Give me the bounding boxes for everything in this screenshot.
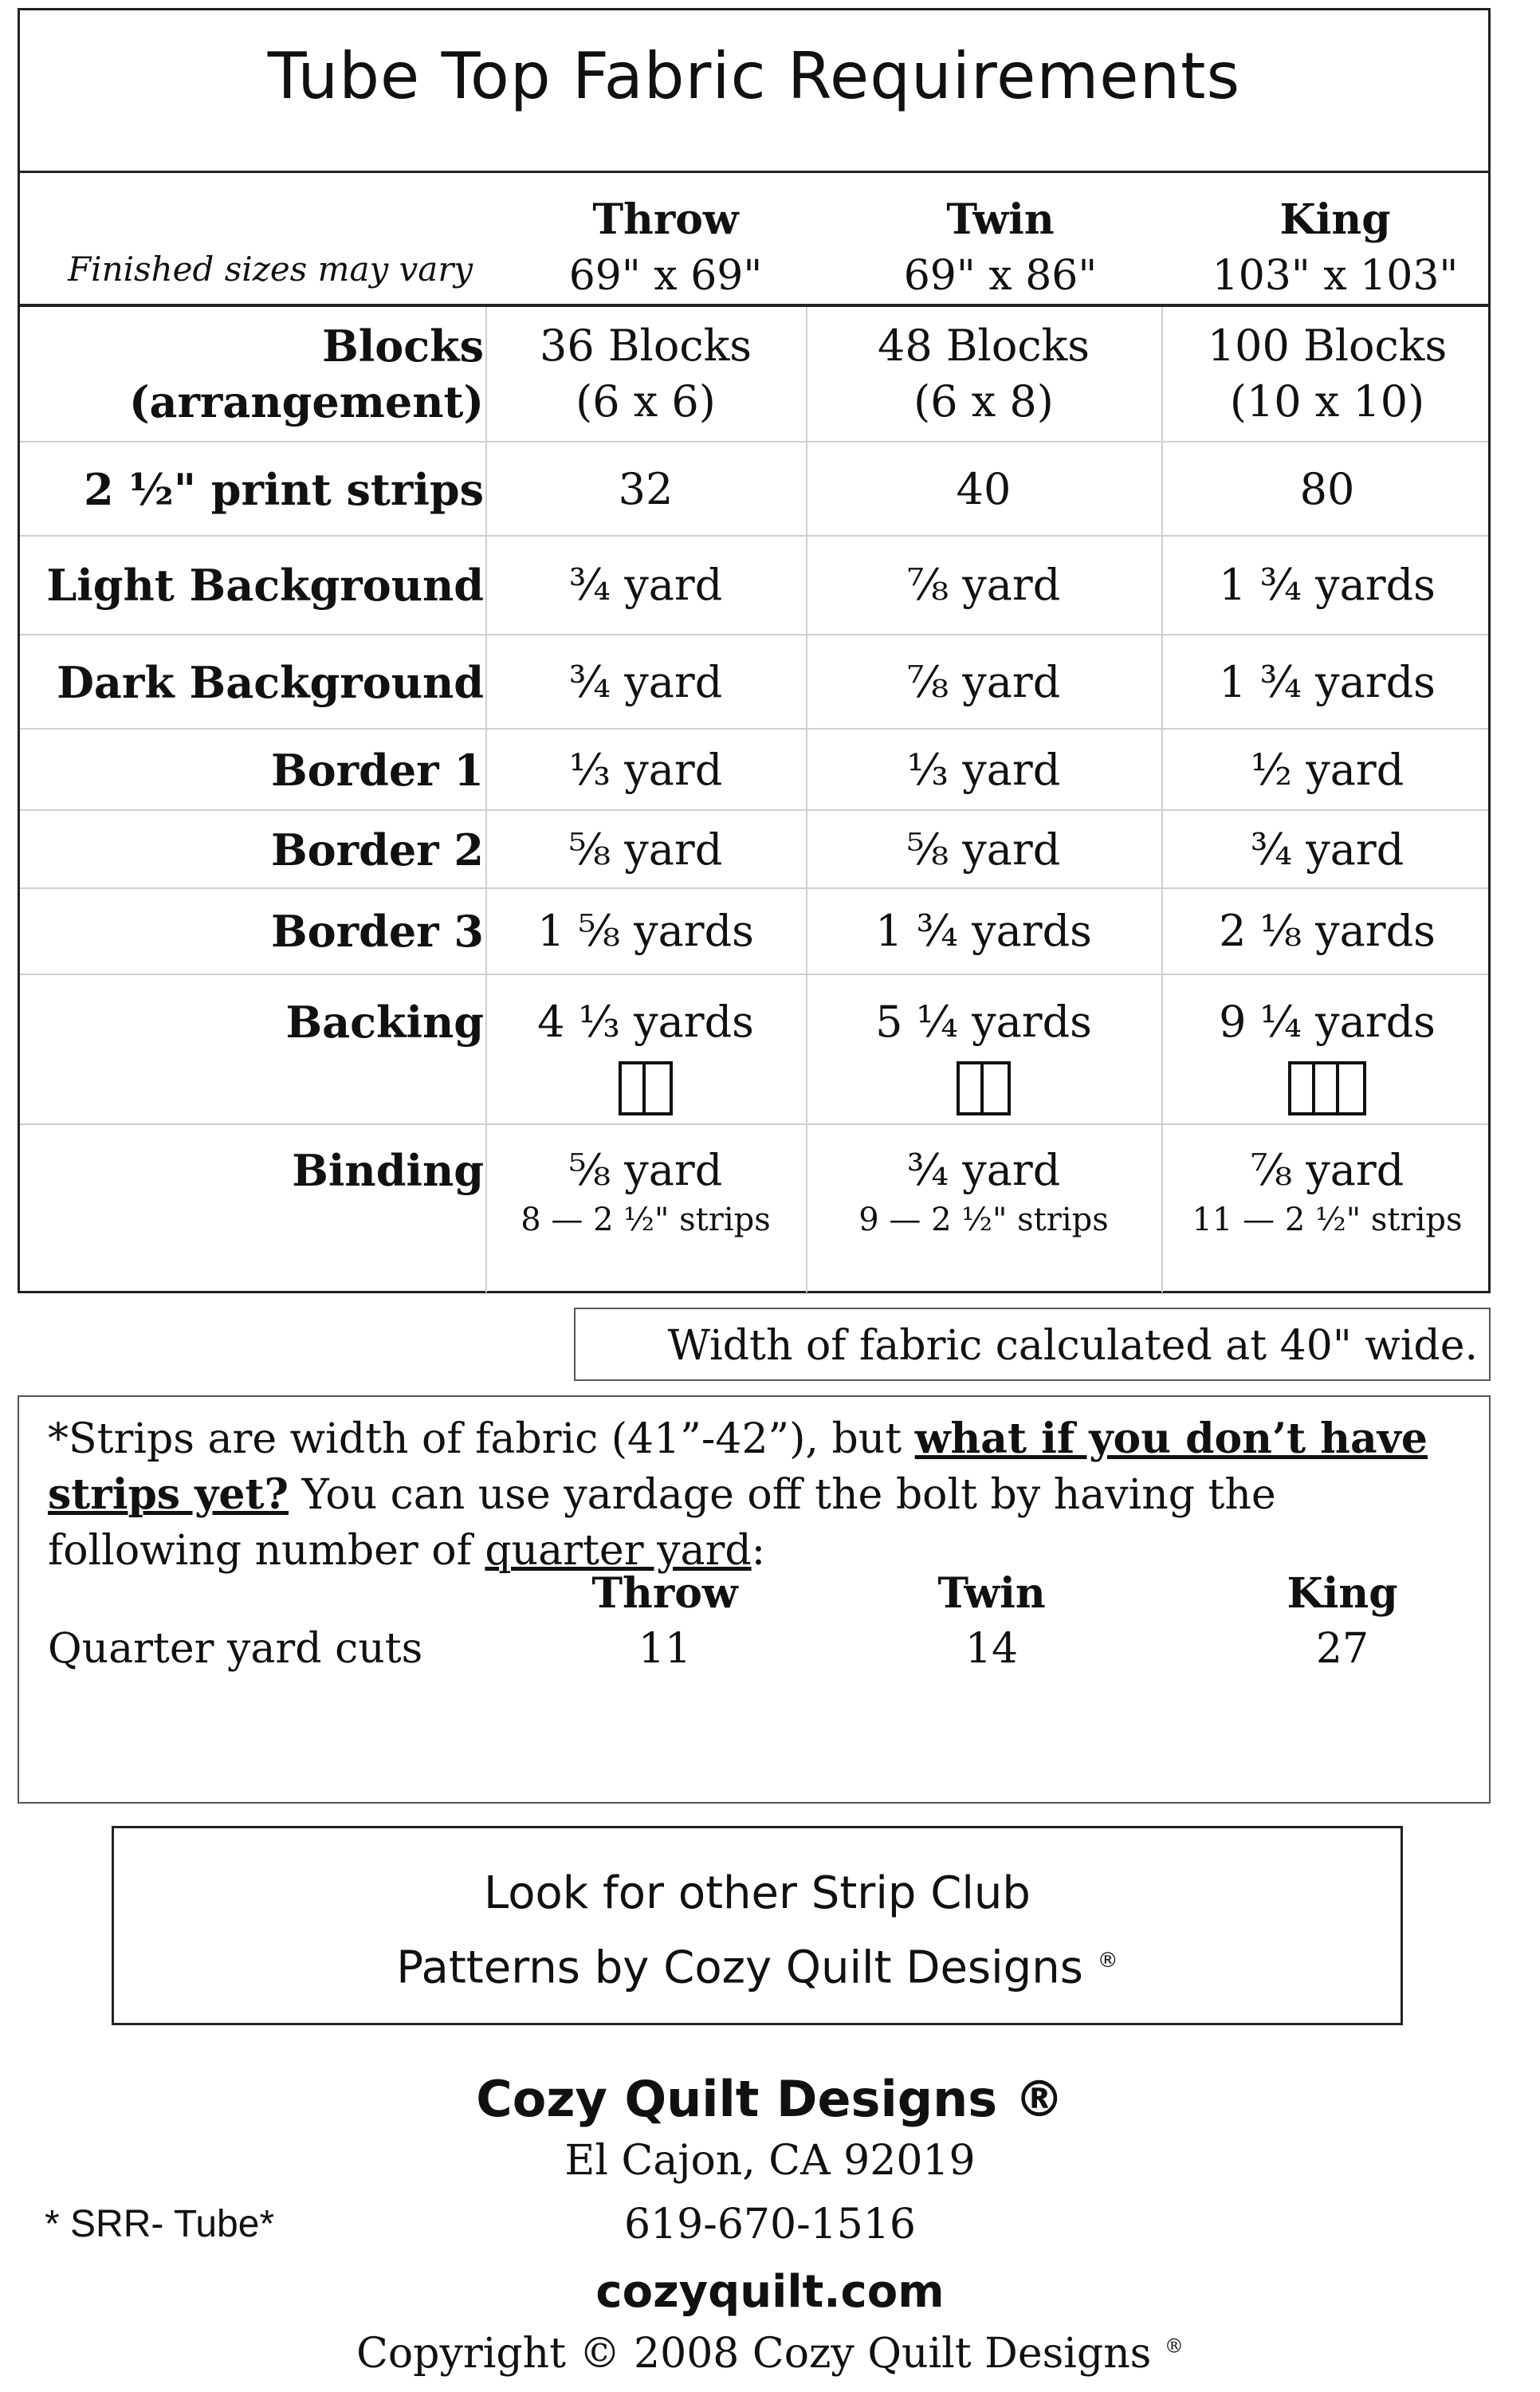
table-cell: ¾ yard bbox=[1250, 824, 1404, 875]
column-size: 69" x 69" bbox=[568, 252, 763, 300]
table-cell bbox=[485, 994, 806, 1126]
cell-value: ⅝ yard bbox=[568, 1145, 723, 1195]
look-for-line: Patterns by Cozy Quilt Designs bbox=[396, 1942, 1083, 1994]
column-name: King bbox=[1279, 195, 1391, 244]
table-cell: ⅞ yard bbox=[906, 657, 1061, 707]
strips-note-text: You can use yardage off the bolt by having the following number of bbox=[48, 1471, 1276, 1575]
row-label-border-1: Border 1 bbox=[270, 745, 484, 796]
cell-value: (6 x 6) bbox=[576, 376, 716, 427]
row-label-line: (arrangement) bbox=[128, 376, 484, 427]
cell-subvalue: 9 — 2 ½" strips bbox=[858, 1202, 1109, 1238]
table-cell: ⅓ yard bbox=[906, 745, 1061, 795]
table-cell: 1 ¾ yards bbox=[875, 906, 1092, 956]
cell-value: 100 Blocks bbox=[1207, 321, 1448, 371]
page-title: Tube Top Fabric Requirements bbox=[267, 39, 1241, 113]
cell-value: ¾ yard bbox=[906, 1145, 1061, 1195]
strips-note-box bbox=[18, 1395, 1491, 1804]
look-for-text bbox=[114, 1860, 1401, 2002]
cell-value: 4 ⅓ yards bbox=[537, 997, 754, 1047]
header-divider bbox=[20, 304, 1488, 307]
cell-value: ⅞ yard bbox=[1250, 1145, 1404, 1195]
table-cell: 2 ⅛ yards bbox=[1219, 906, 1436, 956]
table-cell: ⅝ yard bbox=[906, 824, 1061, 875]
width-of-fabric-note-box bbox=[574, 1308, 1491, 1381]
registered-mark: ® bbox=[1097, 1949, 1118, 1973]
table-cell bbox=[485, 1143, 806, 1241]
strips-note-emphasis: what if you don’t have strips yet? bbox=[48, 1414, 1428, 1519]
footer-company: Cozy Quilt Designs ® bbox=[476, 2070, 1064, 2128]
cell-subvalue: 11 — 2 ½" strips bbox=[1192, 1202, 1463, 1238]
table-cell bbox=[806, 318, 1161, 430]
table-cell bbox=[485, 318, 806, 430]
row-divider bbox=[20, 809, 1488, 811]
row-label-light-background: Light Background bbox=[46, 560, 484, 611]
strips-note-text: : bbox=[751, 1527, 766, 1575]
cell-value: (6 x 8) bbox=[913, 376, 1054, 427]
strips-note bbox=[48, 1411, 1467, 1579]
row-label-line: Blocks bbox=[322, 321, 484, 372]
quarter-yard-header-king: King bbox=[1287, 1569, 1398, 1618]
cell-value: 9 ¼ yards bbox=[1219, 997, 1436, 1047]
table-cell bbox=[1161, 994, 1493, 1126]
column-name: Throw bbox=[592, 195, 739, 244]
backing-panels-icon bbox=[957, 1061, 1011, 1115]
row-label-print-strips: 2 ½" print strips bbox=[84, 464, 484, 515]
quarter-yard-value-throw: 11 bbox=[638, 1625, 692, 1673]
backing-panels-icon bbox=[1288, 1061, 1366, 1115]
strips-note-underlined: quarter yard bbox=[485, 1527, 752, 1575]
backing-panels-icon bbox=[619, 1061, 673, 1115]
column-header-throw bbox=[506, 192, 825, 304]
row-label-dark-background: Dark Background bbox=[57, 657, 484, 708]
table-cell: ¾ yard bbox=[568, 560, 723, 610]
quarter-yard-header-throw: Throw bbox=[591, 1569, 738, 1618]
column-name: Twin bbox=[946, 195, 1055, 244]
table-cell: 1 ¾ yards bbox=[1219, 657, 1436, 707]
footer-phone: 619-670-1516 bbox=[624, 2201, 916, 2248]
table-cell: 32 bbox=[618, 464, 674, 514]
table-cell: 1 ¾ yards bbox=[1219, 560, 1436, 610]
footer-copyright: Copyright © 2008 Cozy Quilt Designs bbox=[356, 2330, 1152, 2378]
row-label-border-3: Border 3 bbox=[270, 906, 484, 957]
column-size: 103" x 103" bbox=[1212, 252, 1459, 300]
table-cell: ½ yard bbox=[1250, 745, 1404, 795]
table-cell bbox=[1161, 1143, 1493, 1241]
table-cell: ¾ yard bbox=[568, 657, 723, 707]
footer-website: cozyquilt.com bbox=[595, 2266, 945, 2318]
quarter-yard-value-king: 27 bbox=[1315, 1625, 1369, 1673]
column-header-twin bbox=[841, 192, 1160, 304]
row-label-border-2: Border 2 bbox=[270, 824, 484, 875]
quarter-yard-header-twin: Twin bbox=[937, 1569, 1046, 1618]
table-cell: 1 ⅝ yards bbox=[537, 906, 754, 956]
fabric-requirements-table bbox=[18, 8, 1491, 1293]
table-cell: ⅞ yard bbox=[906, 560, 1061, 610]
finished-sizes-note: Finished sizes may vary bbox=[68, 250, 473, 289]
strips-note-text: *Strips are width of fabric (41”-42”), but bbox=[48, 1415, 915, 1463]
cell-value: 48 Blocks bbox=[877, 321, 1090, 371]
row-label-backing: Backing bbox=[285, 997, 484, 1048]
row-divider bbox=[20, 634, 1488, 635]
table-cell: ⅝ yard bbox=[568, 824, 723, 875]
cell-value: (10 x 10) bbox=[1229, 376, 1425, 427]
title-band bbox=[20, 10, 1488, 173]
registered-mark: ® bbox=[1164, 2335, 1184, 2358]
row-divider bbox=[20, 728, 1488, 730]
cell-value: 5 ¼ yards bbox=[875, 997, 1092, 1047]
footer-copyright-line bbox=[0, 2330, 1540, 2378]
column-header-king bbox=[1168, 192, 1503, 304]
table-cell: 80 bbox=[1299, 464, 1355, 514]
look-for-line: Look for other Strip Club bbox=[484, 1867, 1031, 1919]
look-for-box bbox=[112, 1826, 1403, 2025]
quarter-yard-label: Quarter yard cuts bbox=[48, 1625, 423, 1673]
row-divider bbox=[20, 441, 1488, 443]
row-divider bbox=[20, 974, 1488, 975]
row-divider bbox=[20, 887, 1488, 889]
row-divider bbox=[20, 535, 1488, 537]
table-cell: ⅓ yard bbox=[568, 745, 723, 795]
width-of-fabric-note: Width of fabric calculated at 40" wide. bbox=[667, 1322, 1478, 1370]
footer-city: El Cajon, CA 92019 bbox=[564, 2137, 976, 2185]
pattern-code: * SRR- Tube* bbox=[45, 2203, 275, 2245]
row-label-binding: Binding bbox=[292, 1145, 484, 1196]
cell-subvalue: 8 — 2 ½" strips bbox=[521, 1202, 771, 1238]
table-cell bbox=[806, 994, 1161, 1126]
row-label-blocks bbox=[129, 318, 484, 430]
quarter-yard-value-twin: 14 bbox=[964, 1625, 1019, 1673]
cell-value: 36 Blocks bbox=[539, 321, 752, 371]
table-cell bbox=[806, 1143, 1161, 1241]
column-size: 69" x 86" bbox=[903, 252, 1098, 300]
table-cell bbox=[1161, 318, 1493, 430]
table-cell: 40 bbox=[956, 464, 1012, 514]
